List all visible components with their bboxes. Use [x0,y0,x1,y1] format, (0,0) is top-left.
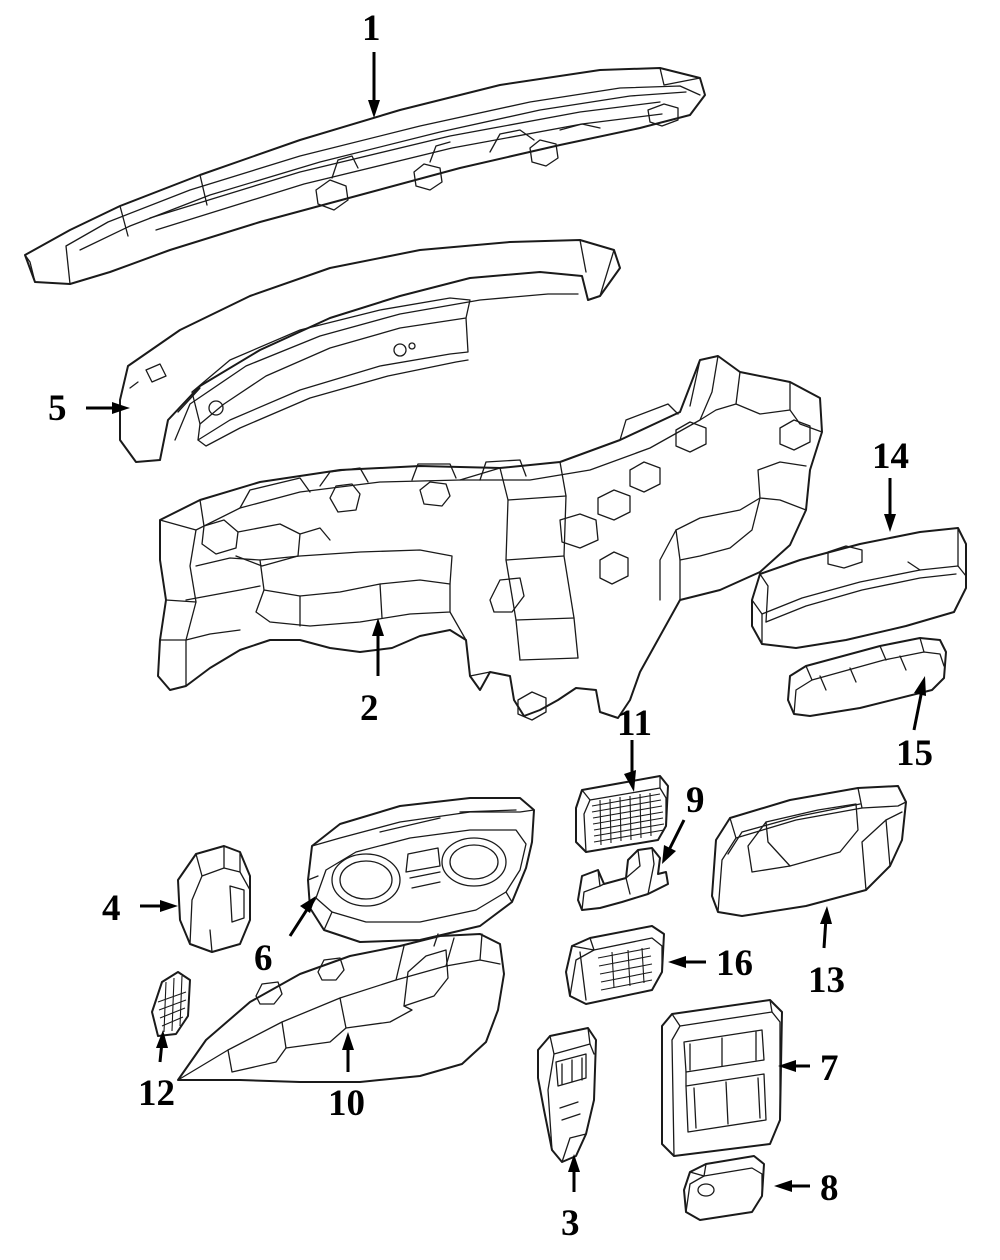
part-glove-box-bin [712,786,906,916]
part-mounting-bracket [578,848,668,910]
part-center-console-bezel [662,1000,782,1156]
part-instrument-panel-carrier [158,356,822,720]
part-center-air-outlet [576,776,668,852]
callout-1: 1 [362,8,381,49]
callout-9: 9 [686,780,705,821]
part-lower-left-trim-panel [538,1028,596,1162]
callout-8: 8 [820,1168,839,1209]
callout-4: 4 [102,888,121,929]
leader-lines [86,52,926,1192]
callout-11: 11 [617,703,652,744]
callout-16: 16 [716,943,753,984]
callout-13: 13 [808,960,845,1001]
part-passenger-side-vent-duct [788,638,946,716]
part-glove-box-door [752,528,966,648]
callout-5: 5 [48,388,67,429]
part-side-air-outlet [566,926,664,1004]
part-cluster-trim-bezel [120,240,620,462]
callout-2: 2 [360,688,379,729]
part-instrument-cluster [308,798,534,942]
callout-7: 7 [820,1048,839,1089]
part-lower-knee-bolster [178,934,504,1082]
callout-10: 10 [328,1083,365,1124]
part-small-access-cover [684,1156,764,1220]
callout-6: 6 [254,938,273,979]
part-defroster-grille [152,972,190,1036]
grille-slats-11 [592,793,664,845]
callout-12: 12 [138,1073,175,1114]
grille-slats-16 [598,948,652,990]
part-left-end-cap [178,846,250,952]
callout-15: 15 [896,733,933,774]
callout-3: 3 [561,1203,580,1244]
callout-14: 14 [872,436,909,477]
part-upper-instrument-panel-pad [25,68,705,284]
